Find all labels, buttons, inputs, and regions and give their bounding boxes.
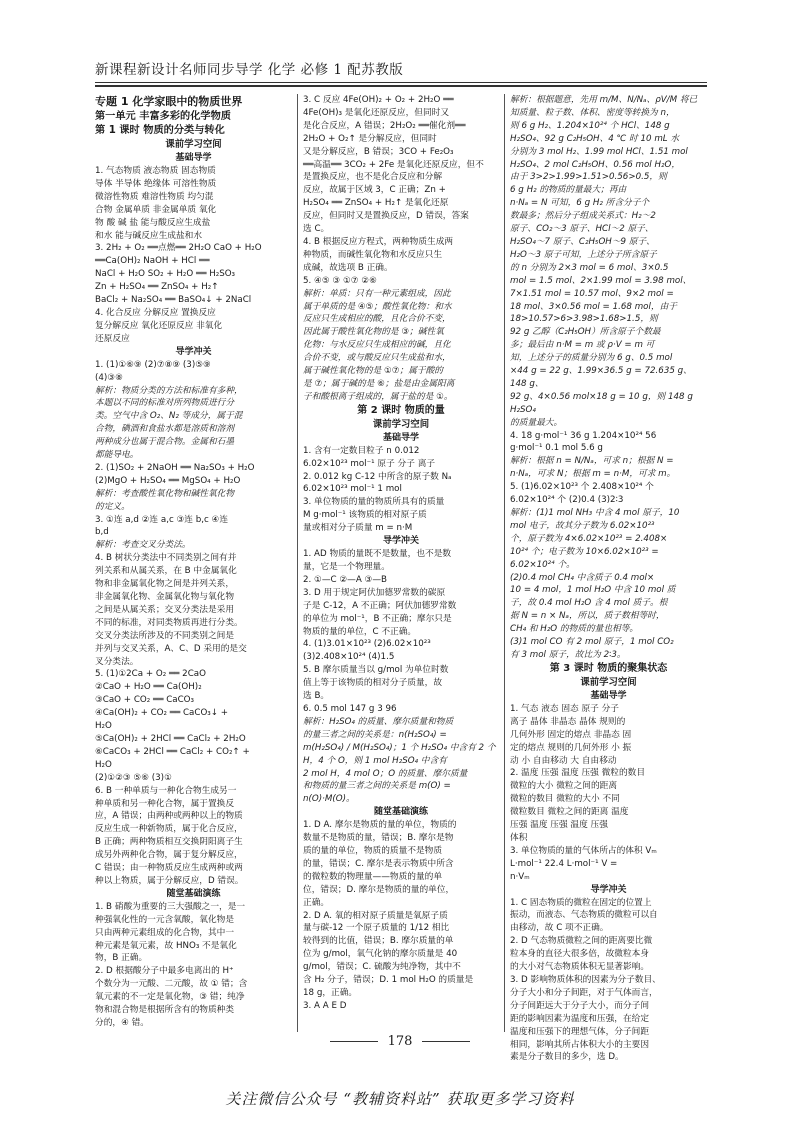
section-subheading: 基础导学 [590, 690, 627, 701]
analysis-line: 解析：(1)1 mol NH₃ 中含 4 mol 原子，10 [510, 508, 680, 518]
text-line: (2)①②③ ⑤⑥ (3)① [95, 772, 172, 783]
text-line: 3. 2H₂ + O₂ ══点燃══ 2H₂O CaO + H₂O [95, 243, 262, 254]
text-line: 1. AD 物质的量既不是数量，也不是数 [303, 549, 452, 560]
column-2 [303, 94, 499, 1032]
unit-title: 第一单元 丰富多彩的化学物质 [95, 111, 231, 122]
text-line: 物和非金属氧化物之间是并列关系， [95, 579, 234, 590]
text-line: 反应生成一种新物质，属于化合反应， [95, 824, 243, 835]
page-header [95, 58, 707, 83]
footer-note: 关注微信公众号 “教辅资料站” 获取更多学习资料 [225, 1090, 575, 1108]
analysis-line: 10²⁴ 个；电子数为 10×6.02×10²³ = [510, 546, 659, 557]
text-line: 个数分为一元酸、二元酸，故 ① 错；含 [95, 979, 248, 990]
text-line: 素是分子数目的多少，选 D。 [510, 1052, 624, 1063]
text-line: 叉分类法。 [95, 656, 139, 667]
analysis-line: 据 N = n × Nₐ，所以，质子数相等时， [510, 611, 665, 622]
text-line: 6.02×10²³ mol⁻¹ 1 mol [303, 484, 402, 495]
text-line: 不同的标准，对同类物质再进行分类。 [95, 617, 243, 628]
text-line: 2. 0.012 kg C-12 中所含的原子数 Nₐ [303, 471, 452, 482]
text-line: 1. (1)①⑥⑨ (2)⑦⑧⑨ (3)⑤⑨ [95, 359, 211, 370]
text-line: 5. (1)6.02×10²³ 个 2.408×10²⁴ 个 [510, 482, 654, 493]
text-line: (3)2.408×10²⁴ (4)1.5 [303, 652, 395, 663]
continued-answers [303, 94, 499, 404]
text-line: C 错误；由一种物质反应生成两种或两 [95, 863, 243, 874]
analysis-line: mol 电子，故其分子数为 6.02×10²³ [510, 520, 655, 531]
analysis-line: 10 = 4 mol，1 mol H₂O 中含 10 mol 质 [510, 585, 676, 596]
section-subheading: 随堂基础演练 [373, 807, 428, 818]
analysis-line: 则 6 g H₂、1.204×10²⁴ 个 HCl、148 g [510, 120, 670, 131]
text-line: 3. D 用于规定阿伏加德罗常数的碳原 [303, 587, 446, 598]
text-line: 3. C 反应 4Fe(OH)₂ + O₂ + 2H₂O ══ [303, 95, 454, 105]
text-line: 合物 金属单质 非金属单质 氧化 [95, 204, 217, 215]
text-line: 复分解反应 氧化还原反应 非氧化 [95, 320, 223, 331]
text-line: 由移动，故 C 项不正确。 [510, 923, 609, 934]
analysis-line: 解析：物质分类的方法和标准有多种， [95, 385, 243, 396]
class-answers [303, 819, 499, 1013]
column-divider [504, 94, 505, 1032]
text-line: 和水 能与碱反应生成盐和水 [95, 230, 203, 241]
text-line: 分子间距远大于分子大小，而分子间 [510, 1000, 649, 1011]
analysis-line: H₂O～3 原子可知，上述分子所含原子 [510, 249, 657, 260]
section-heading: 课前学习空间 [165, 139, 222, 150]
text-line: L·mol⁻¹ 22.4 L·mol⁻¹ V = [510, 858, 618, 869]
text-line: ══高温══ 3CO₂ + 2Fe 是氧化还原反应，但不 [303, 159, 484, 170]
analysis-line: 6.02×10²⁴ 个。 [510, 559, 575, 570]
text-line: 4. 化合反应 分解反应 置换反应 [95, 307, 216, 318]
text-line: 成另外两种化合物，属于复分解反应， [95, 850, 243, 861]
column-1 [95, 94, 292, 1032]
text-line: 导体 半导体 绝缘体 可溶性物质 [95, 178, 217, 189]
section-subheading: 导学冲关 [175, 346, 212, 357]
text-line: 还原反应 [95, 333, 130, 344]
topic-title: 专题 1 化学家眼中的物质世界 [95, 95, 243, 108]
text-line: 应，A 错误；由两种或两种以上的物质 [95, 811, 243, 822]
text-line: 1. 气态 液态 固态 原子 分子 [510, 703, 619, 714]
text-line: 4. 18 g·mol⁻¹ 36 g 1.204×10²⁴ 56 [510, 430, 657, 441]
lesson-title: 第 2 课时 物质的量 [357, 404, 445, 416]
text-line: (2)MgO + H₂SO₄ ══ MgSO₄ + H₂O [95, 475, 241, 486]
analysis-line: 分别为 3 mol H₂、1.99 mol HCl、1.51 mol [510, 146, 688, 157]
guide-answers [95, 359, 292, 888]
text-line: H₂O [95, 759, 112, 770]
text-line: 量，它是一个物理量。 [303, 562, 390, 572]
text-line: 离子 晶体 非晶态 晶体 规则的 [510, 716, 626, 727]
text-line: 又是分解反应，B 错误；3CO + Fe₂O₃ [303, 146, 454, 157]
analysis-line: 7×1.51 mol = 10.57 mol、9×2 mol = [510, 288, 674, 299]
text-line: 微粒的大小 微粒之间的距离 [510, 781, 618, 792]
text-line: 选 B。 [303, 691, 330, 702]
analysis-line: (2)0.4 mol CH₄ 中含质子 0.4 mol× [510, 572, 655, 583]
analysis-line: 多；最后由 n·M = m 或 ρ·V = m 可 [510, 340, 655, 351]
text-line: 较得到的比值，错误；B. 摩尔质量的单 [303, 936, 454, 947]
analysis-line: CH₄ 和 H₂O 的物质的量也相等。 [510, 624, 639, 635]
analysis-line: 解析：根据 n = N/Nₐ，可求 n；根据 N = [510, 456, 674, 467]
text-line: BaCl₂ + Na₂SO₄ ══ BaSO₄↓ + 2NaCl [95, 295, 252, 306]
text-line: 3. A A E D [303, 1000, 347, 1011]
section-subheading: 基础导学 [382, 432, 419, 443]
text-line: 6.02×10²⁴ 个 (2)0.4 (3)2∶3 [510, 495, 624, 506]
text-line: 位，错误；D. 摩尔是物质的量的单位， [303, 884, 455, 895]
analysis-line: 反应只生成相应的酸，且化合价不变， [303, 314, 451, 325]
text-line: 振动，而液态、气态物质的微粒可以自 [510, 910, 658, 921]
analysis-line: H，4 个 O，则 1 mol H₂SO₄ 中含有 [303, 755, 447, 766]
analysis-line: 18>10.57>6>3.98>1.68>1.5，则 [510, 314, 658, 325]
analysis-line: 2 mol H，4 mol O；O 的质量、摩尔质量 [303, 768, 468, 779]
text-line: 动 小 自由移动 大 自由移动 [510, 755, 617, 766]
text-line: 2H₂O + O₂↑ 是分解反应，但同时 [303, 133, 437, 144]
text-line: 物质的量的单位，C 不正确。 [303, 626, 417, 637]
text-line: 的单位为 mol⁻¹，B 不正确；摩尔只是 [303, 613, 452, 624]
text-line: 1. 含有一定数目粒子 n 0.012 [303, 445, 420, 456]
analysis-line: 子，故 0.4 mol H₂O 含 4 mol 质子。根 [510, 598, 668, 609]
text-line: 物和混合物是根据所含有的物质种类 [95, 1005, 234, 1016]
text-line: 物，B 正确。 [95, 953, 148, 964]
analysis-line: 个，原子数为 4×6.02×10²³ = 2.408× [510, 533, 668, 544]
analysis-line: 解析：考查酸性氧化物和碱性氧化物 [95, 488, 234, 499]
analysis-line: m(H₂SO₄) / M(H₂SO₄)；1 个 H₂SO₄ 中含有 2 个 [303, 742, 496, 753]
analysis-line: 92 g 乙醇（C₂H₅OH）所含原子个数最 [510, 327, 661, 338]
text-line: 距的影响因素为温度和压强，在给定 [510, 1013, 649, 1024]
basic-answers [303, 445, 499, 535]
text-line: 1. C 固态物质的微粒在固定的位置上 [510, 897, 652, 908]
text-line: 子是 C-12，A 不正确；阿伏加德罗常数 [303, 600, 457, 611]
text-line: 2. ①—C ②—A ③—B [303, 574, 387, 585]
text-line: 4. B 根据反应方程式，两种物质生成两 [303, 236, 454, 247]
text-line: 值上等于该物质的相对分子质量，故 [303, 678, 442, 689]
analysis-line: 的定义。 [95, 501, 130, 512]
analysis-line: 两种成分也属于混合物。金属和石墨 [95, 437, 234, 448]
analysis-line: 的量三者之间的关系是：n(H₂SO₄) = [303, 729, 447, 740]
text-line: 微粒数目 微粒之间的距离 温度 [510, 807, 629, 818]
analysis-line: 因此属于酸性氧化物的是 ③；碱性氧 [303, 327, 444, 338]
text-line: B 正确；两种物质相互交换阴阳离子生 [95, 837, 243, 848]
section-subheading: 导学冲关 [382, 536, 419, 547]
basic-answers [510, 703, 707, 884]
text-line: 分的，④ 错。 [95, 1018, 149, 1028]
text-line: 数量不是物质的量，错误；B. 摩尔是物 [303, 833, 454, 844]
text-line: 2. D A. 氧的相对原子质量是氧原子质 [303, 910, 448, 921]
analysis-line: 化物：与水反应只生成相应的碱，且化 [303, 340, 451, 351]
analysis-line: 合物，碘酒和食盐水都是溶质和溶剂 [95, 424, 234, 435]
section-subheading: 随堂基础演练 [166, 888, 221, 899]
text-line: 1. B 硝酸为重要的三大强酸之一，是一 [95, 901, 246, 912]
text-line: 物 酸 碱 盐 能与酸反应生成盐 [95, 217, 211, 228]
lesson-title: 第 3 课时 物质的聚集状态 [549, 662, 668, 674]
section-heading: 课前学习空间 [580, 676, 637, 688]
text-line: 微粒的数目 微粒的大小 不同 [510, 794, 620, 805]
text-line: 种单质和另一种化合物，属于置换反 [95, 798, 234, 809]
page-number: 178 [387, 1034, 413, 1049]
analysis-line: 知，上述分子的质量分别为 6 g、0.5 mol [510, 353, 673, 364]
analysis-line: mol = 1.5 mol、2×1.99 mol = 3.98 mol、 [510, 275, 692, 286]
analysis-line: 合价不变，或与酸反应只生成盐和水， [303, 353, 451, 364]
text-line: 6. 0.5 mol 147 g 3 96 [303, 703, 397, 714]
analysis-line: 子和酸根离子组成的，属于盐的是 ①。 [303, 391, 453, 402]
class-answers [95, 901, 292, 1030]
analysis-line: n·Nₐ，可求 N；根据 m = n·M，可求 m。 [510, 469, 676, 480]
text-line: 18 g，正确。 [303, 988, 358, 998]
header-title: 新课程新设计名师同步导学 化学 必修 1 配苏教版 [95, 62, 404, 78]
text-line: 种物质，而碱性氧化物和水反应只生 [303, 249, 442, 260]
text-line: 4. (1)3.01×10²³ (2)6.02×10²³ [303, 639, 431, 650]
analysis-line: 都能导电。 [95, 450, 139, 461]
text-line: 3. 单位物质的量的气体所占的体积 Vₘ [510, 845, 657, 856]
basic-answers [95, 165, 292, 346]
text-line: 列关系和从属关系，在 B 中金属氧化 [95, 566, 237, 577]
text-line: 只由两种元素组成的化合物，其中一 [95, 927, 234, 938]
analysis-line: 由于 3>2>1.99>1.51>0.56>0.5，则 [510, 172, 667, 183]
text-line: 温度和压强下的理想气体，分子间距 [510, 1026, 649, 1037]
text-line: 2. 温度 压强 温度 压强 微粒的数目 [510, 768, 646, 779]
text-line: Zn + H₂SO₄ ══ ZnSO₄ + H₂↑ [95, 282, 219, 293]
analysis-line: 的 n 分别为 2×3 mol = 6 mol、3×0.5 [510, 262, 669, 273]
text-line: H₂SO₄ ══ ZnSO₄ + H₂↑ 是氧化还原 [303, 198, 449, 209]
text-line: 5. ④⑤ ③ ①⑦ ②⑥ [303, 275, 377, 286]
text-line: 氧元素的不一定是氧化物，③ 错；纯净 [95, 992, 245, 1003]
text-line: 1. D A. 摩尔是物质的量的单位，物质的 [303, 820, 457, 831]
text-line: 量与碳-12 一个原子质量的 1/12 相比 [303, 923, 450, 934]
analysis-line: 本题以不同的标准对所列物质进行分 [95, 398, 234, 409]
text-line: ⑥CaCO₃ + 2HCl ══ CaCl₂ + CO₂↑ + [95, 746, 250, 757]
text-line: 种强氧化性的一元含氧酸，氧化物是 [95, 914, 234, 925]
text-line: 种以上物质，属于分解反应，D 错误。 [95, 875, 244, 886]
text-line: 3. 单位物质的量的物质所具有的质量 [303, 497, 445, 508]
lesson-title: 第 1 课时 物质的分类与转化 [95, 125, 225, 136]
analysis-line: 原子、CO₂～3 原子、HCl～2 原子、 [510, 224, 654, 235]
text-line: (4)③⑧ [95, 372, 123, 383]
analysis-line: 解析：考查交叉分类法。 [95, 540, 191, 551]
text-line: 3. D 影响物质体积的因素为分子数目、 [510, 975, 661, 985]
text-line: 含 H₂ 分子，错误；D. 1 mol H₂O 的质量是 [303, 975, 474, 986]
text-line: g/mol，错误；C. 硫酸为纯净物，其中不 [303, 962, 461, 973]
text-line: 4. B 树状分类法中不同类别之间有并 [95, 553, 237, 564]
text-line: 并列与交叉关系，A、C、D 采用的是交 [95, 643, 247, 654]
text-line: b,d [95, 527, 109, 538]
continued-answers [510, 94, 707, 662]
text-line: 的大小对气态物质体积无显著影响。 [510, 962, 649, 973]
text-line: 的量，错误；C. 摩尔是表示物质中所含 [303, 858, 454, 869]
text-line: 几何外形 固定的熔点 非晶态 固 [510, 729, 632, 740]
text-line: 2. D 气态物质微粒之间的距离要比微 [510, 936, 653, 947]
text-line: 成碱，故选项 B 正确。 [303, 262, 393, 273]
text-line: 2. (1)SO₂ + 2NaOH ══ Na₂SO₃ + H₂O [95, 462, 255, 473]
analysis-line: (3)1 mol CO 有 2 mol 原子，1 mol CO₂ [510, 637, 674, 648]
text-line: 粒本身的直径大很多倍，故微粒本身 [510, 949, 649, 960]
section-subheading: 基础导学 [175, 153, 212, 163]
analysis-line: 有 3 mol 原子，故比为 2∶3。 [510, 649, 626, 660]
text-line: 5. B 摩尔质量当以 g/mol 为单位时数 [303, 665, 449, 676]
analysis-line: ×44 g = 22 g、1.99×36.5 g = 72.635 g、148 g、 [510, 366, 692, 389]
text-line: 3. ①连 a,d ②连 a,c ③连 b,c ④连 [95, 514, 229, 525]
analysis-line: H₂SO₄、92 g C₂H₅OH、4 ℃ 时 10 mL 水 [510, 133, 680, 144]
text-line: 之间是从属关系；交叉分类法是采用 [95, 604, 234, 615]
text-line: 交叉分类法所涉及的不同类别之间是 [95, 630, 234, 641]
text-line: 体积 [510, 832, 528, 843]
analysis-line: 18 mol、3×0.56 mol = 1.68 mol，由于 [510, 301, 677, 312]
text-line: 种元素是氧元素，故 HNO₃ 不是氧化 [95, 940, 237, 951]
text-line: 微溶性物质 难溶性物质 均匀混 [95, 191, 214, 202]
column-3 [510, 94, 707, 1063]
text-line: 5. (1)①2Ca + O₂ ══ 2CaO [95, 669, 206, 680]
text-line: g·mol⁻¹ 0.1 mol 5.6 g [510, 443, 603, 454]
analysis-line: 解析：单质：只有一种元素组成，因此 [303, 288, 451, 299]
text-line: 是化合反应，A 错误；2H₂O₂ ══催化剂══ [303, 120, 466, 131]
text-line: 1. 气态物质 液态物质 固态物质 [95, 166, 216, 176]
analysis-line: 解析：根据题意，先用 m/M、N/Nₐ、ρV/M 将已 [510, 95, 698, 105]
text-line: 分子大小和分子间距，对于气体而言， [510, 987, 658, 998]
analysis-line: H₂SO₄～7 原子、C₂H₅OH～9 原子、 [510, 236, 655, 247]
text-line: 量或相对分子质量 m = n·M [303, 523, 413, 534]
analysis-line: 解析：H₂SO₄ 的质量、摩尔质量和物质 [303, 716, 454, 727]
analysis-line: 的质量最大。 [510, 417, 563, 428]
guide-answers [303, 548, 499, 806]
text-line: 反应，但同时又是置换反应，D 错误，答案 [303, 211, 469, 222]
page-number-rule-right [422, 1041, 470, 1042]
text-line: 相同，影响其所占体积大小的主要因 [510, 1039, 649, 1050]
text-line: ④Ca(OH)₂ + CO₂ ══ CaCO₃↓ + [95, 708, 229, 719]
text-line: 6. B 一种单质与一种化合物生成另一 [95, 785, 237, 796]
text-line: 选 C。 [303, 224, 330, 235]
text-line: n·Vₘ [510, 871, 530, 882]
text-line: 定的熔点 规则的几何外形 小 振 [510, 742, 632, 753]
text-line: ③CaO + CO₂ ══ CaCO₃ [95, 695, 194, 706]
analysis-line: 知质量、粒子数、体积、密度等转换为 n， [510, 107, 675, 118]
text-line: 6.02×10²³ mol⁻¹ 原子 分子 离子 [303, 458, 436, 469]
analysis-line: 属于碱性氧化物的是 ①⑦；属于酸的 [303, 366, 443, 377]
header-divider [95, 85, 707, 87]
analysis-line: 类。空气中含 O₂、N₂ 等成分，属于混 [95, 411, 243, 422]
analysis-line: 92 g、4×0.56 mol×18 g = 10 g，则 148 g H₂SO₄ [510, 391, 693, 415]
text-line: ══Ca(OH)₂ NaOH + HCl ══ [95, 256, 210, 267]
section-subheading: 导学冲关 [590, 884, 627, 895]
text-line: 位为 g/mol，氧气化钠的摩尔质量是 40 [303, 949, 458, 960]
analysis-line: n·Nₐ = N 可知，6 g H₂ 所含分子个 [510, 198, 650, 209]
text-line: 压强 温度 压强 温度 压强 [510, 820, 608, 831]
text-line: 的微粒数的物理量——物质的量的单 [303, 871, 442, 882]
text-line: 非金属氧化物、金属氧化物与氧化物 [95, 592, 234, 602]
text-line: H₂O [95, 721, 112, 732]
analysis-line: 数最多；然后分子组成关系式：H₂～2 [510, 211, 656, 222]
analysis-line: 是 ⑦；属于碱的是 ⑥；盐是由金属阳离 [303, 378, 455, 389]
text-line: M g·mol⁻¹ 该物质的相对原子质 [303, 510, 427, 521]
text-line: ⑤Ca(OH)₂ + 2HCl ══ CaCl₂ + 2H₂O [95, 733, 246, 744]
analysis-line: 和物质的量三者之间的关系是 m(O) = [303, 781, 451, 792]
analysis-line: 6 g H₂ 的物质的量最大；再由 [510, 185, 627, 196]
text-line: 反应，故属于区域 3，C 正确；Zn + [303, 185, 446, 196]
text-line: 是置换反应，也不是化合反应和分解 [303, 172, 442, 183]
text-line: 4Fe(OH)₃ 是氧化还原反应，但同时又 [303, 107, 450, 118]
text-line: NaCl + H₂O SO₂ + H₂O ══ H₂SO₃ [95, 269, 236, 280]
section-heading: 课前学习空间 [372, 418, 430, 430]
text-line: 正确。 [303, 897, 330, 908]
text-line: 2. D 根据酸分子中最多电离出的 H⁺ [95, 966, 234, 977]
column-divider [297, 94, 298, 1032]
analysis-line: 属于单质的是 ④⑤；酸性氧化物：和水 [303, 301, 452, 312]
analysis-line: H₂SO₄、2 mol C₂H₅OH、0.56 mol H₂O， [510, 159, 681, 170]
text-line: ②CaO + H₂O ══ Ca(OH)₂ [95, 682, 202, 693]
text-line: 质的量的单位，物质的质量不是物质 [303, 846, 442, 857]
analysis-line: n(O)·M(O)。 [303, 794, 355, 805]
